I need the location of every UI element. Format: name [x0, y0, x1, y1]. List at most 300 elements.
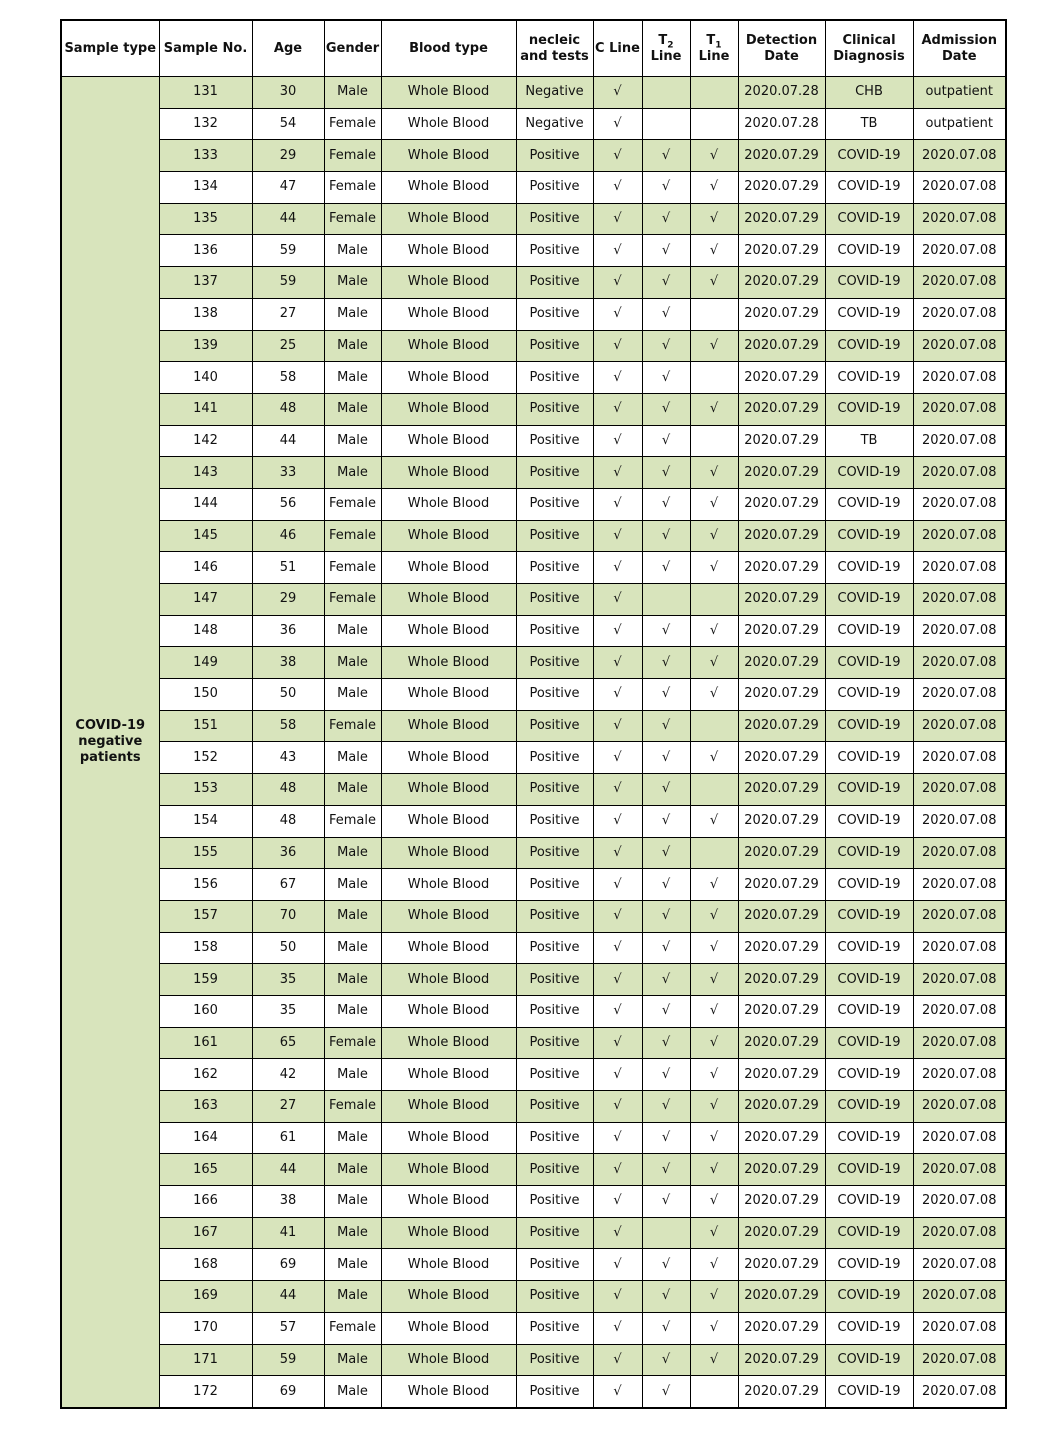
t2-line-cell: √ — [642, 172, 690, 204]
diagnosis-cell: COVID-19 — [825, 647, 913, 679]
sample-no-cell: 151 — [159, 710, 252, 742]
detection-date-cell: 2020.07.29 — [738, 742, 825, 774]
diagnosis-cell: COVID-19 — [825, 203, 913, 235]
t1-line-cell: √ — [690, 679, 738, 711]
detection-date-cell: 2020.07.29 — [738, 393, 825, 425]
table-row — [61, 235, 1006, 267]
c-line-cell: √ — [593, 235, 642, 267]
t1-line-cell: √ — [690, 869, 738, 901]
admission-date-cell: 2020.07.08 — [913, 964, 1006, 996]
age-cell: 47 — [252, 172, 324, 204]
diagnosis-cell: COVID-19 — [825, 869, 913, 901]
blood-type-cell: Whole Blood — [381, 77, 516, 109]
table-row — [61, 1312, 1006, 1344]
nucleic-test-cell: Positive — [516, 1027, 593, 1059]
gender-cell: Female — [324, 203, 381, 235]
table-row — [61, 1027, 1006, 1059]
admission-date-cell: 2020.07.08 — [913, 457, 1006, 489]
t1-line-cell — [690, 108, 738, 140]
sample-no-cell: 169 — [159, 1281, 252, 1313]
sample-no-cell: 140 — [159, 362, 252, 394]
detection-date-cell: 2020.07.29 — [738, 267, 825, 299]
diagnosis-cell: COVID-19 — [825, 1217, 913, 1249]
blood-type-cell: Whole Blood — [381, 235, 516, 267]
table-row — [61, 393, 1006, 425]
sample-no-cell: 159 — [159, 964, 252, 996]
t2-line-cell: √ — [642, 1154, 690, 1186]
diagnosis-cell: COVID-19 — [825, 1344, 913, 1376]
age-cell: 58 — [252, 710, 324, 742]
blood-type-cell: Whole Blood — [381, 742, 516, 774]
admission-date-cell: 2020.07.08 — [913, 203, 1006, 235]
c-line-cell: √ — [593, 1059, 642, 1091]
c-line-cell: √ — [593, 1186, 642, 1218]
detection-date-cell: 2020.07.28 — [738, 108, 825, 140]
t1-line-cell: √ — [690, 457, 738, 489]
detection-date-cell: 2020.07.29 — [738, 679, 825, 711]
t2-line-cell: √ — [642, 710, 690, 742]
t2-line-cell: √ — [642, 964, 690, 996]
c-line-cell: √ — [593, 615, 642, 647]
age-cell: 61 — [252, 1122, 324, 1154]
admission-date-cell: 2020.07.08 — [913, 1154, 1006, 1186]
c-line-cell: √ — [593, 552, 642, 584]
gender-cell: Male — [324, 1059, 381, 1091]
blood-type-cell: Whole Blood — [381, 1312, 516, 1344]
blood-type-cell: Whole Blood — [381, 932, 516, 964]
nucleic-test-cell: Positive — [516, 1091, 593, 1123]
diagnosis-cell: COVID-19 — [825, 172, 913, 204]
header-age: Age — [252, 20, 324, 77]
admission-date-cell: 2020.07.08 — [913, 235, 1006, 267]
diagnosis-cell: COVID-19 — [825, 1186, 913, 1218]
c-line-cell: √ — [593, 172, 642, 204]
admission-date-cell: 2020.07.08 — [913, 805, 1006, 837]
c-line-cell: √ — [593, 330, 642, 362]
sample-no-cell: 161 — [159, 1027, 252, 1059]
c-line-cell: √ — [593, 869, 642, 901]
table-row — [61, 869, 1006, 901]
age-cell: 67 — [252, 869, 324, 901]
admission-date-cell: 2020.07.08 — [913, 1312, 1006, 1344]
detection-date-cell: 2020.07.29 — [738, 964, 825, 996]
table-row — [61, 710, 1006, 742]
detection-date-cell: 2020.07.29 — [738, 172, 825, 204]
diagnosis-cell: COVID-19 — [825, 1059, 913, 1091]
sample-type-group-line1: COVID-19 — [75, 717, 146, 733]
blood-type-cell: Whole Blood — [381, 837, 516, 869]
age-cell: 59 — [252, 235, 324, 267]
gender-cell: Female — [324, 140, 381, 172]
admission-date-cell: 2020.07.08 — [913, 584, 1006, 616]
nucleic-test-cell: Negative — [516, 108, 593, 140]
c-line-cell: √ — [593, 1249, 642, 1281]
admission-date-cell: 2020.07.08 — [913, 140, 1006, 172]
t1-line-cell: √ — [690, 742, 738, 774]
diagnosis-cell: COVID-19 — [825, 520, 913, 552]
age-cell: 36 — [252, 615, 324, 647]
blood-type-cell: Whole Blood — [381, 203, 516, 235]
header-detection-line2: Date — [764, 48, 799, 64]
table-row — [61, 1186, 1006, 1218]
c-line-cell: √ — [593, 298, 642, 330]
diagnosis-cell: COVID-19 — [825, 1091, 913, 1123]
c-line-cell: √ — [593, 108, 642, 140]
c-line-cell: √ — [593, 995, 642, 1027]
nucleic-test-cell: Positive — [516, 1217, 593, 1249]
diagnosis-cell: COVID-19 — [825, 552, 913, 584]
diagnosis-cell: COVID-19 — [825, 267, 913, 299]
diagnosis-cell: COVID-19 — [825, 330, 913, 362]
gender-cell: Male — [324, 742, 381, 774]
t2-line-cell: √ — [642, 805, 690, 837]
gender-cell: Male — [324, 425, 381, 457]
blood-type-cell: Whole Blood — [381, 1186, 516, 1218]
sample-no-cell: 149 — [159, 647, 252, 679]
diagnosis-cell: COVID-19 — [825, 805, 913, 837]
header-t1-sub: 1 — [715, 40, 722, 51]
sample-no-cell: 170 — [159, 1312, 252, 1344]
detection-date-cell: 2020.07.29 — [738, 235, 825, 267]
sample-no-cell: 163 — [159, 1091, 252, 1123]
age-cell: 59 — [252, 267, 324, 299]
admission-date-cell: outpatient — [913, 77, 1006, 109]
detection-date-cell: 2020.07.29 — [738, 1091, 825, 1123]
t1-line-cell: √ — [690, 1027, 738, 1059]
t2-line-cell: √ — [642, 1091, 690, 1123]
gender-cell: Male — [324, 679, 381, 711]
blood-type-cell: Whole Blood — [381, 1154, 516, 1186]
blood-type-cell: Whole Blood — [381, 425, 516, 457]
table-row — [61, 457, 1006, 489]
t2-line-cell — [642, 584, 690, 616]
age-cell: 29 — [252, 140, 324, 172]
admission-date-cell: 2020.07.08 — [913, 1344, 1006, 1376]
sample-no-cell: 172 — [159, 1376, 252, 1408]
admission-date-cell: 2020.07.08 — [913, 1091, 1006, 1123]
admission-date-cell: 2020.07.08 — [913, 774, 1006, 806]
c-line-cell: √ — [593, 710, 642, 742]
table-row — [61, 298, 1006, 330]
sample-no-cell: 153 — [159, 774, 252, 806]
age-cell: 65 — [252, 1027, 324, 1059]
t2-line-cell: √ — [642, 457, 690, 489]
t2-line-cell: √ — [642, 140, 690, 172]
t1-line-cell: √ — [690, 995, 738, 1027]
gender-cell: Male — [324, 1217, 381, 1249]
sample-no-cell: 162 — [159, 1059, 252, 1091]
header-t2-sub: 2 — [667, 40, 674, 51]
gender-cell: Male — [324, 1186, 381, 1218]
admission-date-cell: 2020.07.08 — [913, 995, 1006, 1027]
header-t2-suffix: Line — [650, 48, 682, 64]
c-line-cell: √ — [593, 393, 642, 425]
detection-date-cell: 2020.07.29 — [738, 584, 825, 616]
nucleic-test-cell: Positive — [516, 900, 593, 932]
header-t1-suffix: Line — [698, 48, 730, 64]
t1-line-cell — [690, 1376, 738, 1408]
blood-type-cell: Whole Blood — [381, 774, 516, 806]
blood-type-cell: Whole Blood — [381, 140, 516, 172]
detection-date-cell: 2020.07.29 — [738, 425, 825, 457]
age-cell: 48 — [252, 805, 324, 837]
table-row — [61, 552, 1006, 584]
diagnosis-cell: COVID-19 — [825, 393, 913, 425]
admission-date-cell: 2020.07.08 — [913, 1027, 1006, 1059]
blood-type-cell: Whole Blood — [381, 805, 516, 837]
sample-no-cell: 160 — [159, 995, 252, 1027]
age-cell: 42 — [252, 1059, 324, 1091]
nucleic-test-cell: Positive — [516, 584, 593, 616]
blood-type-cell: Whole Blood — [381, 552, 516, 584]
nucleic-test-cell: Positive — [516, 267, 593, 299]
table-row — [61, 615, 1006, 647]
age-cell: 43 — [252, 742, 324, 774]
t2-line-cell: √ — [642, 235, 690, 267]
t2-line-cell: √ — [642, 869, 690, 901]
t1-line-cell: √ — [690, 1217, 738, 1249]
t2-line-cell: √ — [642, 837, 690, 869]
gender-cell: Female — [324, 520, 381, 552]
header-t1-prefix: T — [706, 32, 716, 48]
sample-no-cell: 143 — [159, 457, 252, 489]
detection-date-cell: 2020.07.28 — [738, 77, 825, 109]
age-cell: 69 — [252, 1376, 324, 1408]
diagnosis-cell: COVID-19 — [825, 995, 913, 1027]
sample-no-cell: 134 — [159, 172, 252, 204]
table-row — [61, 805, 1006, 837]
diagnosis-cell: COVID-19 — [825, 615, 913, 647]
age-cell: 44 — [252, 1281, 324, 1313]
header-nucleic-tests — [516, 20, 593, 77]
gender-cell: Male — [324, 1122, 381, 1154]
c-line-cell: √ — [593, 520, 642, 552]
admission-date-cell: 2020.07.08 — [913, 900, 1006, 932]
gender-cell: Male — [324, 393, 381, 425]
t1-line-cell — [690, 425, 738, 457]
nucleic-test-cell: Positive — [516, 774, 593, 806]
admission-date-cell: 2020.07.08 — [913, 742, 1006, 774]
t2-line-cell: √ — [642, 1122, 690, 1154]
admission-date-cell: 2020.07.08 — [913, 679, 1006, 711]
t2-line-cell: √ — [642, 203, 690, 235]
age-cell: 44 — [252, 203, 324, 235]
t2-line-cell: √ — [642, 1059, 690, 1091]
detection-date-cell: 2020.07.29 — [738, 520, 825, 552]
age-cell: 35 — [252, 995, 324, 1027]
c-line-cell: √ — [593, 964, 642, 996]
sample-no-cell: 145 — [159, 520, 252, 552]
age-cell: 27 — [252, 1091, 324, 1123]
t1-line-cell: √ — [690, 1249, 738, 1281]
t1-line-cell: √ — [690, 1186, 738, 1218]
blood-type-cell: Whole Blood — [381, 393, 516, 425]
header-detection-date — [738, 20, 825, 77]
detection-date-cell: 2020.07.29 — [738, 837, 825, 869]
header-sample-type: Sample type — [61, 20, 159, 77]
t2-line-cell: √ — [642, 1281, 690, 1313]
t1-line-cell: √ — [690, 1122, 738, 1154]
c-line-cell: √ — [593, 425, 642, 457]
blood-type-cell: Whole Blood — [381, 488, 516, 520]
sample-no-cell: 137 — [159, 267, 252, 299]
t1-line-cell: √ — [690, 267, 738, 299]
table-row — [61, 742, 1006, 774]
gender-cell: Female — [324, 1027, 381, 1059]
blood-type-cell: Whole Blood — [381, 1059, 516, 1091]
t1-line-cell: √ — [690, 520, 738, 552]
gender-cell: Male — [324, 235, 381, 267]
diagnosis-cell: COVID-19 — [825, 1376, 913, 1408]
t1-line-cell: √ — [690, 1059, 738, 1091]
admission-date-cell: 2020.07.08 — [913, 869, 1006, 901]
sample-no-cell: 166 — [159, 1186, 252, 1218]
header-blood-type: Blood type — [381, 20, 516, 77]
c-line-cell: √ — [593, 203, 642, 235]
sample-type-group-line3: patients — [79, 749, 141, 765]
diagnosis-cell: COVID-19 — [825, 932, 913, 964]
admission-date-cell: 2020.07.08 — [913, 837, 1006, 869]
blood-type-cell: Whole Blood — [381, 647, 516, 679]
detection-date-cell: 2020.07.29 — [738, 203, 825, 235]
gender-cell: Male — [324, 77, 381, 109]
detection-date-cell: 2020.07.29 — [738, 1344, 825, 1376]
c-line-cell: √ — [593, 362, 642, 394]
t1-line-cell: √ — [690, 393, 738, 425]
detection-date-cell: 2020.07.29 — [738, 1217, 825, 1249]
diagnosis-cell: COVID-19 — [825, 488, 913, 520]
sample-no-cell: 152 — [159, 742, 252, 774]
blood-type-cell: Whole Blood — [381, 1249, 516, 1281]
age-cell: 30 — [252, 77, 324, 109]
table-row — [61, 1059, 1006, 1091]
sample-table — [60, 19, 1007, 1409]
blood-type-cell: Whole Blood — [381, 679, 516, 711]
nucleic-test-cell: Positive — [516, 1059, 593, 1091]
blood-type-cell: Whole Blood — [381, 108, 516, 140]
table-row — [61, 1091, 1006, 1123]
detection-date-cell: 2020.07.29 — [738, 330, 825, 362]
detection-date-cell: 2020.07.29 — [738, 1376, 825, 1408]
blood-type-cell: Whole Blood — [381, 267, 516, 299]
diagnosis-cell: COVID-19 — [825, 679, 913, 711]
age-cell: 59 — [252, 1344, 324, 1376]
nucleic-test-cell: Positive — [516, 932, 593, 964]
diagnosis-cell: CHB — [825, 77, 913, 109]
c-line-cell: √ — [593, 837, 642, 869]
admission-date-cell: 2020.07.08 — [913, 1281, 1006, 1313]
detection-date-cell: 2020.07.29 — [738, 488, 825, 520]
sample-no-cell: 133 — [159, 140, 252, 172]
diagnosis-cell: COVID-19 — [825, 235, 913, 267]
nucleic-test-cell: Positive — [516, 805, 593, 837]
blood-type-cell: Whole Blood — [381, 869, 516, 901]
age-cell: 44 — [252, 425, 324, 457]
nucleic-test-cell: Positive — [516, 615, 593, 647]
gender-cell: Female — [324, 1091, 381, 1123]
admission-date-cell: 2020.07.08 — [913, 330, 1006, 362]
detection-date-cell: 2020.07.29 — [738, 647, 825, 679]
t2-line-cell: √ — [642, 393, 690, 425]
age-cell: 70 — [252, 900, 324, 932]
gender-cell: Male — [324, 964, 381, 996]
t2-line-cell: √ — [642, 615, 690, 647]
detection-date-cell: 2020.07.29 — [738, 774, 825, 806]
nucleic-test-cell: Positive — [516, 457, 593, 489]
t2-line-cell: √ — [642, 298, 690, 330]
diagnosis-cell: COVID-19 — [825, 1312, 913, 1344]
admission-date-cell: 2020.07.08 — [913, 647, 1006, 679]
nucleic-test-cell: Positive — [516, 488, 593, 520]
t1-line-cell: √ — [690, 172, 738, 204]
c-line-cell: √ — [593, 457, 642, 489]
diagnosis-cell: COVID-19 — [825, 710, 913, 742]
nucleic-test-cell: Positive — [516, 1281, 593, 1313]
detection-date-cell: 2020.07.29 — [738, 1281, 825, 1313]
age-cell: 33 — [252, 457, 324, 489]
t2-line-cell: √ — [642, 425, 690, 457]
admission-date-cell: 2020.07.08 — [913, 710, 1006, 742]
age-cell: 69 — [252, 1249, 324, 1281]
age-cell: 25 — [252, 330, 324, 362]
table-row — [61, 679, 1006, 711]
detection-date-cell: 2020.07.29 — [738, 615, 825, 647]
diagnosis-cell: COVID-19 — [825, 140, 913, 172]
header-gender: Gender — [324, 20, 381, 77]
gender-cell: Male — [324, 1376, 381, 1408]
c-line-cell: √ — [593, 900, 642, 932]
table-row — [61, 1281, 1006, 1313]
blood-type-cell: Whole Blood — [381, 964, 516, 996]
detection-date-cell: 2020.07.29 — [738, 362, 825, 394]
diagnosis-cell: COVID-19 — [825, 900, 913, 932]
blood-type-cell: Whole Blood — [381, 172, 516, 204]
blood-type-cell: Whole Blood — [381, 1027, 516, 1059]
sample-no-cell: 136 — [159, 235, 252, 267]
blood-type-cell: Whole Blood — [381, 1376, 516, 1408]
c-line-cell: √ — [593, 77, 642, 109]
admission-date-cell: 2020.07.08 — [913, 520, 1006, 552]
nucleic-test-cell: Positive — [516, 393, 593, 425]
admission-date-cell: 2020.07.08 — [913, 1217, 1006, 1249]
gender-cell: Female — [324, 1312, 381, 1344]
table-row — [61, 267, 1006, 299]
nucleic-test-cell: Positive — [516, 679, 593, 711]
diagnosis-cell: COVID-19 — [825, 774, 913, 806]
age-cell: 54 — [252, 108, 324, 140]
c-line-cell: √ — [593, 647, 642, 679]
c-line-cell: √ — [593, 1344, 642, 1376]
admission-date-cell: 2020.07.08 — [913, 1186, 1006, 1218]
detection-date-cell: 2020.07.29 — [738, 1154, 825, 1186]
admission-date-cell: 2020.07.08 — [913, 172, 1006, 204]
nucleic-test-cell: Positive — [516, 1186, 593, 1218]
nucleic-test-cell: Positive — [516, 552, 593, 584]
table-row — [61, 837, 1006, 869]
detection-date-cell: 2020.07.29 — [738, 805, 825, 837]
header-admission-line2: Date — [941, 48, 977, 64]
detection-date-cell: 2020.07.29 — [738, 1312, 825, 1344]
table-row — [61, 172, 1006, 204]
table-row — [61, 520, 1006, 552]
diagnosis-cell: COVID-19 — [825, 298, 913, 330]
gender-cell: Male — [324, 1281, 381, 1313]
age-cell: 29 — [252, 584, 324, 616]
table-row — [61, 77, 1006, 109]
c-line-cell: √ — [593, 140, 642, 172]
t1-line-cell — [690, 362, 738, 394]
detection-date-cell: 2020.07.29 — [738, 710, 825, 742]
